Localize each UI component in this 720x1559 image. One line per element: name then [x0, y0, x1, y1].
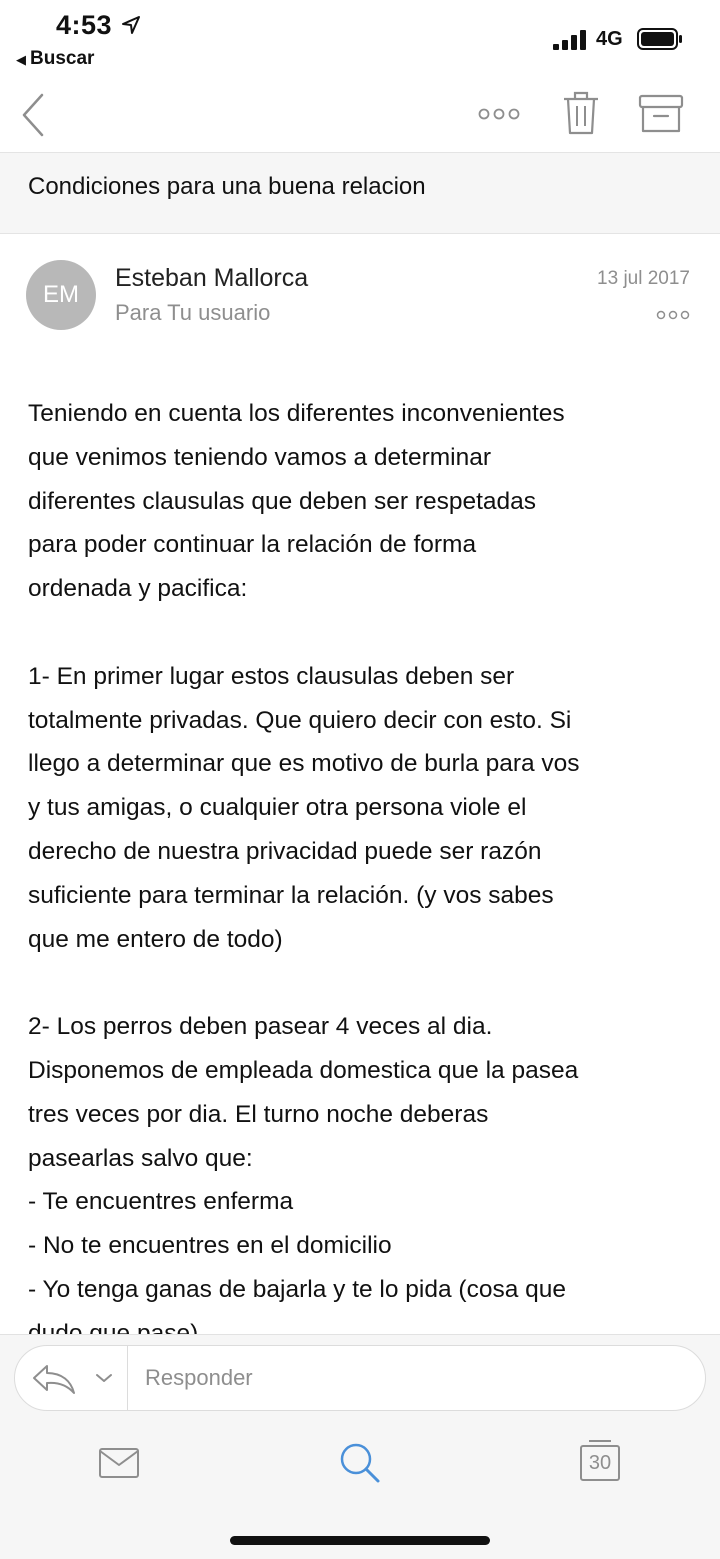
body-line: diferentes clausulas que deben ser respetadas — [28, 487, 537, 515]
location-arrow-icon — [120, 14, 142, 36]
body-line: suficiente para terminar la relación. (y vos sabes — [28, 881, 554, 909]
email-date: 13 jul 2017 — [597, 268, 690, 289]
body-line: para poder continuar la relación de forma — [28, 531, 477, 559]
body-line: Teniendo en cuenta los diferentes inconvenientes — [28, 400, 565, 427]
email-subject: Condiciones para una buena relacion — [28, 173, 426, 200]
body-line: y tus amigas, o cualquier otra persona viole el — [28, 794, 527, 822]
body-line: pasearlas salvo que: — [28, 1144, 253, 1172]
status-bar — [0, 0, 720, 80]
body-line: 2- Los perros deben pasear 4 veces al dia. — [28, 1013, 493, 1041]
body-line: - Te encuentres enferma — [28, 1188, 294, 1216]
sender-header — [0, 234, 720, 354]
body-line: tres veces por dia. El turno noche deberas — [28, 1100, 489, 1128]
reply-bar — [14, 1345, 706, 1411]
avatar[interactable]: EM — [26, 260, 96, 330]
reply-area — [0, 1334, 720, 1559]
home-indicator[interactable] — [230, 1536, 490, 1545]
email-body — [28, 392, 704, 1356]
signal-icon — [553, 30, 587, 50]
sender-name[interactable]: Esteban Mallorca — [115, 264, 309, 292]
network-label: 4G — [596, 28, 623, 50]
chevron-down-icon[interactable] — [95, 1372, 113, 1384]
body-paragraph — [28, 655, 704, 962]
body-line: que venimos teniendo vamos a determinar — [28, 443, 492, 471]
back-app-label: Buscar — [30, 48, 95, 69]
mail-icon[interactable] — [98, 1447, 140, 1479]
recipient-line[interactable]: Para Tu usuario — [115, 300, 271, 325]
body-line: llego a determinar que es motivo de burla para vos — [28, 750, 580, 778]
body-line: 1- En primer lugar estos clausulas deben ser — [28, 662, 515, 690]
reply-divider — [127, 1346, 128, 1410]
body-line: totalmente privadas. Que quiero decir con esto. Si — [28, 706, 572, 734]
body-line: - No te encuentres en el domicilio — [28, 1232, 392, 1260]
more-icon[interactable] — [476, 104, 522, 124]
body-line: Disponemos de empleada domestica que la pasea — [28, 1056, 579, 1084]
calendar-icon[interactable] — [579, 1439, 621, 1483]
trash-icon[interactable] — [562, 90, 600, 136]
archive-icon[interactable] — [638, 94, 684, 134]
body-paragraph — [28, 392, 704, 611]
back-triangle-icon: ◀ — [16, 52, 26, 67]
search-icon[interactable] — [338, 1441, 382, 1485]
status-time: 4:53 — [56, 10, 113, 40]
subject-bar — [0, 152, 720, 234]
nav-bar — [0, 80, 720, 152]
message-more-icon[interactable] — [655, 308, 691, 322]
body-line: ordenada y pacifica: — [28, 575, 248, 603]
back-chevron-icon[interactable] — [18, 92, 48, 138]
reply-icon[interactable] — [31, 1362, 77, 1396]
reply-input[interactable] — [131, 1354, 691, 1402]
calendar-day: 30 — [588, 1452, 612, 1474]
battery-icon — [637, 28, 683, 50]
body-line: que me entero de todo) — [28, 925, 283, 953]
body-paragraph — [28, 1005, 704, 1355]
body-line: - Yo tenga ganas de bajarla y te lo pida (cosa que — [28, 1275, 567, 1303]
body-line: derecho de nuestra privacidad puede ser razón — [28, 837, 542, 865]
back-to-app-link[interactable] — [16, 48, 94, 70]
